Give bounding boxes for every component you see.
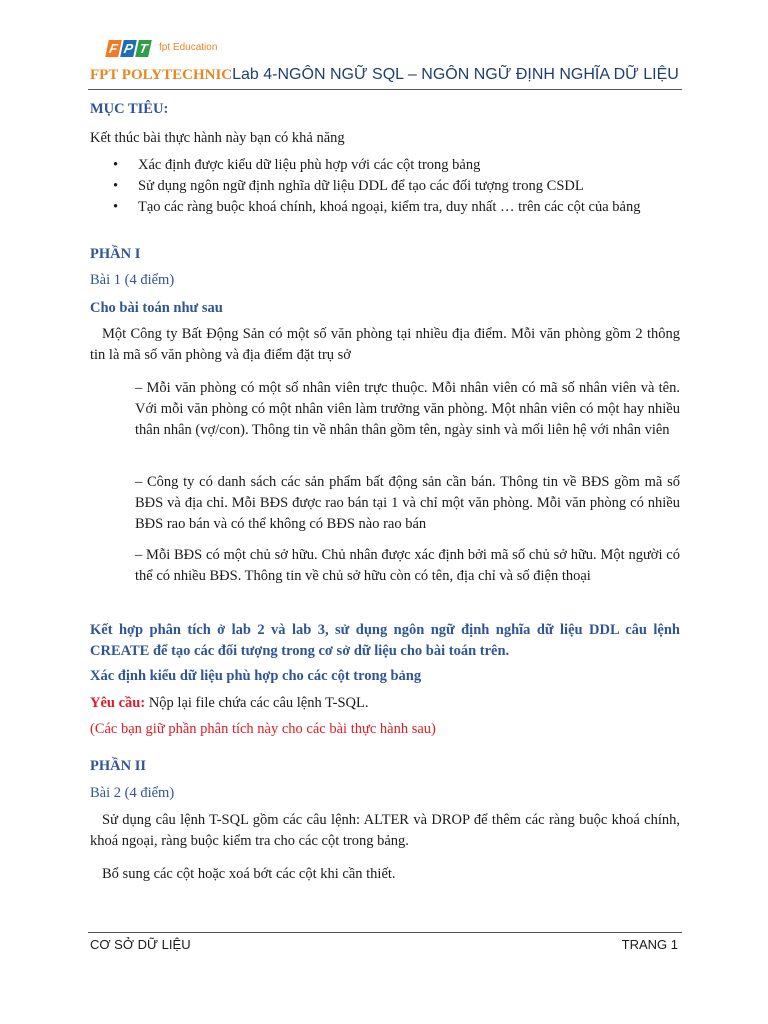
header-lab-title: Lab 4-NGÔN NGỮ SQL – NGÔN NGỮ ĐỊNH NGHĨA DỮ LIỆU [232, 66, 679, 83]
header-brand: FPT POLYTECHNIC [90, 67, 233, 83]
part2-title: PHẦN II [90, 758, 146, 774]
part1-task: Kết hợp phân tích ở lab 2 và lab 3, sử dụng ngôn ngữ định nghĩa dữ liệu DDL câu lệnh CREATE để tạo các đối tượng trong cơ sở dữ liệu cho bài toán trên. [90, 622, 680, 659]
part1-task-datatypes: Xác định kiểu dữ liệu phù hợp cho các cột trong bảng [90, 668, 422, 684]
part2-para1: Sử dụng câu lệnh T-SQL gồm các câu lệnh: ALTER và DROP để thêm các ràng buộc khoá chính, khoá ngoại, ràng buộc kiểm tra cho các cột trong bảng. [90, 812, 680, 849]
requirement-label: Yêu cầu: [90, 695, 146, 711]
requirement-text: Nộp lại file chứa các câu lệnh T-SQL. [145, 695, 369, 711]
footer-divider [88, 932, 682, 933]
part1-detail-owner: – Mỗi BĐS có một chủ sở hữu. Chủ nhân được xác định bởi mã số chủ sở hữu. Một người có thể có nhiều BĐS. Thông tin về chủ sở hữu còn có tên, địa chỉ và số điện thoại [135, 547, 680, 584]
part1-note: (Các bạn giữ phần phân tích này cho các bài thực hành sau) [90, 721, 436, 737]
part1-detail-property: – Công ty có danh sách các sản phẩm bất động sản cần bán. Thông tin về BĐS gồm mã số BĐS và địa chỉ. Mỗi BĐS được rao bán tại 1 và chỉ một văn phòng. Mỗi văn phòng có nhiều BĐS rao bán và có thể không có BĐS nào rao bán [135, 474, 680, 532]
objectives-list [90, 155, 680, 218]
part2-para2: Bổ sung các cột hoặc xoá bớt các cột khi cần thiết. [102, 866, 396, 882]
part1-requirement [90, 693, 680, 714]
footer-page-number: TRANG 1 [621, 937, 678, 952]
part1-detail-staff: – Mỗi văn phòng có một số nhân viên trực thuộc. Mỗi nhân viên có mã số nhân viên và tên. Với mỗi văn phòng có một nhân viên làm trưởng văn phòng. Một nhân viên có một hay nhiều thân nhân (vợ/con). Thông tin về nhân thân gồm tên, ngày sinh và mối liên hệ với nhân viên [135, 380, 680, 438]
header-divider [88, 89, 682, 90]
footer-course: CƠ SỞ DỮ LIỆU [90, 937, 191, 952]
objectives-intro: Kết thúc bài thực hành này bạn có khả năng [90, 130, 345, 146]
part2-exercise: Bài 2 (4 điểm) [90, 785, 175, 801]
logo-caption: fpt Education [159, 42, 218, 53]
objective-item: • Tạo các ràng buộc khoá chính, khoá ngoại, kiểm tra, duy nhất … trên các cột của bảng [90, 197, 680, 218]
part1-problem-heading: Cho bài toán như sau [90, 300, 223, 316]
logo-letter-t: T [135, 40, 152, 57]
objectives-title: MỤC TIÊU: [90, 101, 169, 117]
objective-item: • Xác định được kiểu dữ liệu phù hợp với các cột trong bảng [90, 155, 680, 176]
part1-intro: Một Công ty Bất Động Sản có một số văn phòng tại nhiều địa điểm. Mỗi văn phòng gồm 2 thông tin là mã số văn phòng và địa điểm đặt trụ sở [90, 326, 680, 363]
part1-title: PHẦN I [90, 246, 141, 262]
page-header [90, 65, 690, 85]
logo-letter-f: F [105, 40, 122, 57]
logo-letter-p: P [120, 40, 137, 57]
part1-exercise: Bài 1 (4 điểm) [90, 272, 175, 288]
objective-item: • Sử dụng ngôn ngữ định nghĩa dữ liệu DDL để tạo các đối tượng trong CSDL [90, 176, 680, 197]
